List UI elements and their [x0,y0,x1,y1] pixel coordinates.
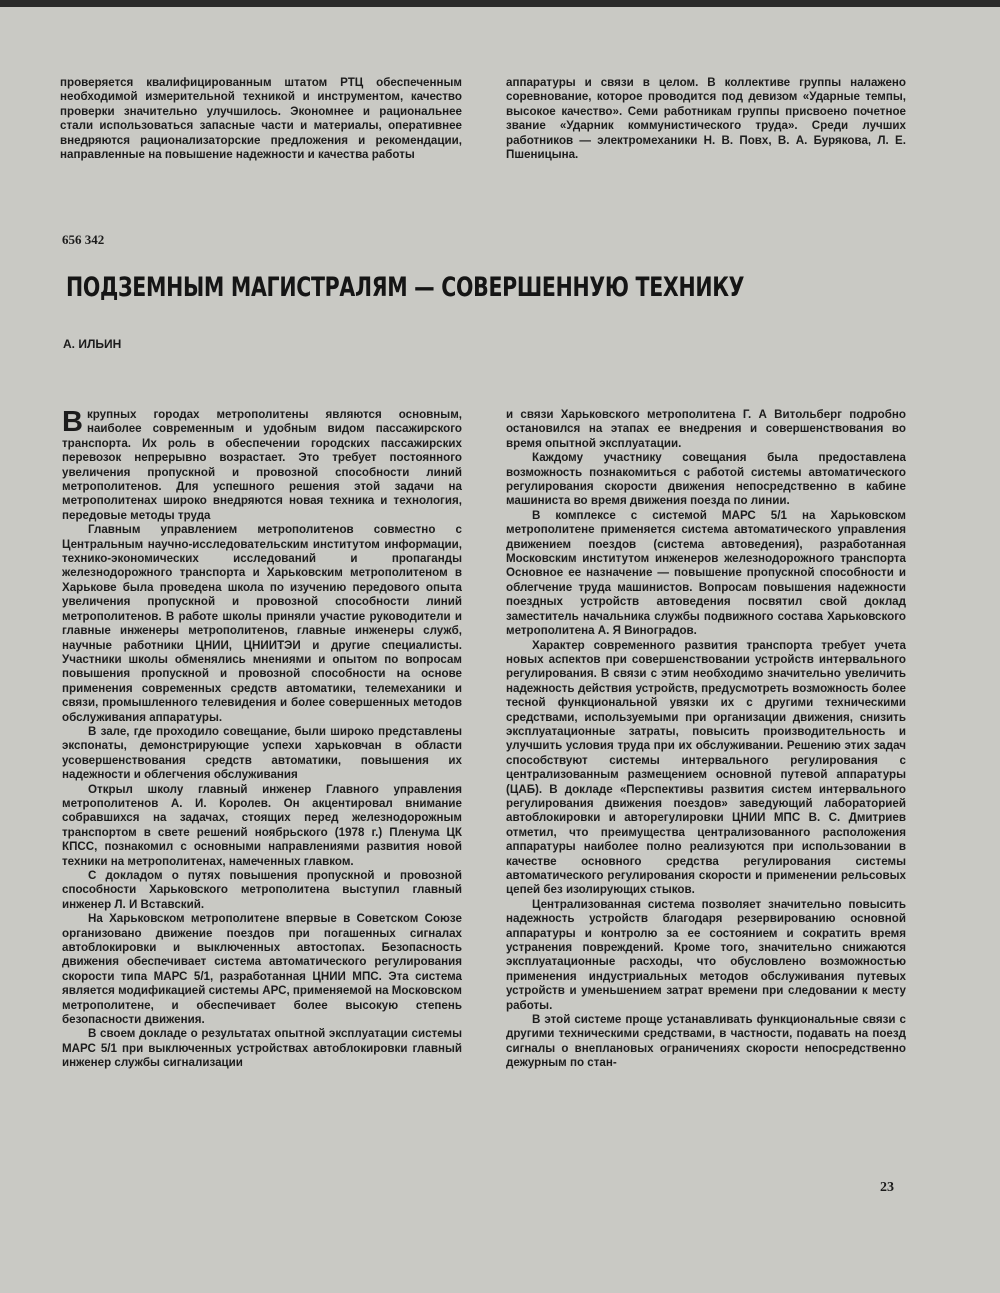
page-number: 23 [880,1180,894,1195]
body-paragraph: В этой системе проще устанавливать функциональные связи с другими техническими средствами, в частности, подавать на поезд сигналы о внеплановых ограничениях скорости непосредственно дежурным по стан- [506,1013,906,1070]
drop-cap: В [62,406,83,438]
body-paragraph: Открыл школу главный инженер Главного управления метрополитенов А. И. Королев. Он акцентировал внимание собравшихся на задачах, стоящих перед железнодорожным транспортом в свете решений ноябрьского (1978 г.) Пленума ЦК КПСС, познакомил с основными направлениями развития новой техники на метрополитенах, намеченных главком. [62,782,462,868]
body-paragraph: На Харьковском метрополитене впервые в Советском Союзе организовано движение поездов при погашенных сигналах автоблокировки и выключенных автостопах. Безопасность движения обеспечивает система автоматического регулирования скорости типа МАРС 5/1, разработанная ЦНИИ МПС. Эта система является модификацией системы АРС, применяемой на Московском метрополитене, и обеспечивает более высокую степень безопасности движения. [62,912,462,1027]
body-left-column [62,408,462,1071]
top-right-paragraph: аппаратуры и связи в целом. В коллективе группы налажено соревнование, которое проводится под девизом «Ударные темпы, высокое качество». Семи работникам группы присвоено почетное звание «Ударник коммунистического труда». Среди лучших работников — электромеханики Н. В. Повх, В. А. Бурякова, Л. Е. Пшеницына. [506,76,906,162]
body-paragraph: Характер современного развития транспорта требует учета новых аспектов при совершенствовании устройств интервального регулирования. В связи с этим необходимо значительно увеличить надежность действия устройств, предусмотреть возможность более тесной функциональной увязки их с другими техническими средствами, используемыми при организации движения, снизить эксплуатационные затраты, повысить производительность и улучшить условия труда при их обслуживании. Решению этих задач способствуют системы интервального регулирования с централизованным размещением основной путевой аппаратуры (ЦАБ). В докладе «Перспективы развития систем интервального регулирования движения поездов» заведующий лабораторией автоблокировки и авторегулировки ЦНИИ МПС В. С. Дмитриев отметил, что преимущества централизованного расположения аппаратуры наиболее полно реализуются при использовании в качестве основного средства регулирования системы автоматического регулирования скорости и применении рельсовых цепей без изолирующих стыков. [506,638,906,897]
udc-code: 656 342 [62,232,105,247]
body-paragraph: В зале, где проходило совещание, были широко представлены экспонаты, демонстрирующие успехи харьковчан в области усовершенствования средств автоматики, повышения их надежности и облегчения обслуживания [62,724,462,782]
article-headline: ПОДЗЕМНЫМ МАГИСТРАЛЯМ — СОВЕРШЕННУЮ ТЕХНИКУ [66,272,745,303]
body-paragraph: Централизованная система позволяет значительно повысить надежность устройств благодаря резервированию основной аппаратуры и контролю за ее состоянием и сократить время устранения повреждений. Кроме того, значительно снижаются эксплуатационные расходы, что обусловлено возможностью применения индустриальных методов обслуживания путевых устройств и уменьшением затрат времени при следовании к месту работы. [506,897,906,1012]
article-author: А. ИЛЬИН [63,337,122,351]
body-paragraph: В своем докладе о результатах опытной эксплуатации системы МАРС 5/1 при выключенных устройствах автоблокировки главный инженер службы сигнализации [62,1027,462,1070]
body-paragraph: С докладом о путях повышения пропускной и провозной способности Харьковского метрополитена выступил главный инженер Л. И Вставский. [62,869,462,911]
top-left-column [60,76,462,162]
body-paragraph: и связи Харьковского метрополитена Г. А Витольберг подробно остановился на этапах ее внедрения и совершенствования во время опытной эксплуатации. [506,408,906,450]
top-left-paragraph: проверяется квалифицированным штатом РТЦ обеспеченным необходимой измерительной техникой и инструментом, качество проверки значительно улучшилось. Экономнее и рациональнее стали использоваться запасные части и материалы, оперативнее внедряются рационализаторские предложения и рекомендации, направленные на повышение надежности и качества работы [60,76,462,162]
body-right-column [506,408,906,1071]
body-paragraph-text: крупных городах метрополитены являются основным, наиболее современным и удобным видом пассажирского транспорта. Их роль в обеспечении городских пассажирских перевозок непрерывно возрастает. Это требует постоянного увеличения пропускной и провозной способности линий метрополитенов. Для успешного решения этой задачи на метрополитенах широко внедряются новая техника и технология, передовые методы труда [62,408,462,522]
top-edge-shadow [0,0,1000,7]
body-paragraph [62,408,462,523]
body-paragraph: В комплексе с системой МАРС 5/1 на Харьковском метрополитене применяется система автоматического управления движением поездов (система автоведения), разработанная Московским институтом инженеров железнодорожного транспорта Основное ее назначение — повышение пропускной способности и облегчение труда машинистов. Вопросам повышения надежности поездных устройств автоведения посвятил свой доклад заместитель начальника службы подвижного состава Харьковского метрополитена А. Я Виноградов. [506,508,906,638]
body-paragraph: Каждому участнику совещания была предоставлена возможность познакомиться с работой системы автоматического регулирования скорости движения непосредственно в кабине машиниста во время движения поезда по линии. [506,451,906,508]
body-paragraph: Главным управлением метрополитенов совместно с Центральным научно-исследовательским институтом информации, технико-экономических исследований и пропаганды железнодорожного транспорта и Харьковским метрополитеном в Харькове была проведена школа по изучению передового опыта увеличения пропускной и провозной способности линий метрополитенов. В работе школы приняли участие руководители и главные инженеры метрополитенов, главные инженеры служб, научные работники ЦНИИ, ЦНИИТЭИ и другие специалисты. Участники школы обменялись мнениями и опытом по вопросам повышения пропускной и провозной способности на основе применения современных средств автоматики, телемеханики и связи, промышленного телевидения и более совершенных методов обслуживания аппаратуры. [62,523,462,724]
top-right-column [506,76,906,162]
